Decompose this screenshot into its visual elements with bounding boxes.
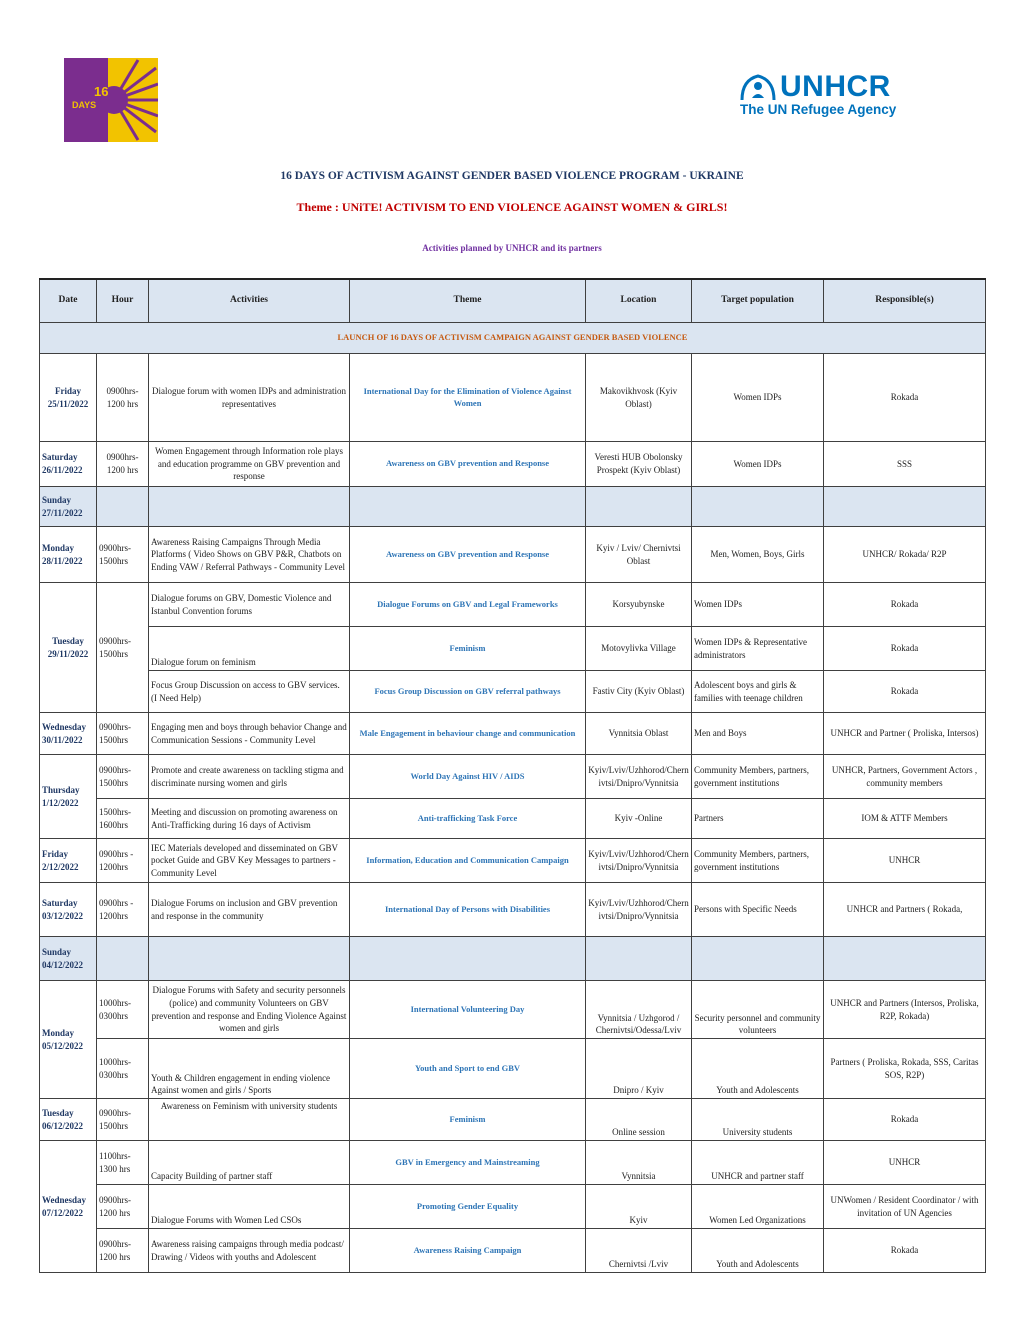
target-cell: University students (692, 1099, 824, 1141)
activity-cell: Awareness Raising Campaigns Through Media Platforms ( Video Shows on GBV P&R, Chatbots on Ending VAW / Referral Pathways - Community Level (149, 527, 350, 583)
col-responsible: Responsible(s) (824, 279, 986, 323)
responsible-cell: UNHCR, Partners, Government Actors , community members (824, 755, 986, 799)
date-cell: Tuesday 06/12/2022 (40, 1099, 97, 1141)
theme-cell: Focus Group Discussion on GBV referral pathways (350, 671, 586, 713)
theme-cell: Awareness Raising Campaign (350, 1229, 586, 1273)
location-cell: Vynnitsia (586, 1141, 692, 1185)
location-cell: Vynnitsia Oblast (586, 713, 692, 755)
theme-cell: Male Engagement in behaviour change and communication (350, 713, 586, 755)
table-row (40, 1141, 986, 1185)
responsible-cell: IOM & ATTF Members (824, 799, 986, 839)
responsible-cell: Rokada (824, 1099, 986, 1141)
target-cell: Men, Women, Boys, Girls (692, 527, 824, 583)
responsible-cell: UNHCR (824, 1141, 986, 1185)
hour-cell: 0900hrs-1500hrs (97, 1099, 149, 1141)
target-cell: Women Led Organizations (692, 1185, 824, 1229)
activity-cell: Youth & Children engagement in ending violence Against women and girls / Sports (149, 1039, 350, 1099)
logo-number: 16 (94, 84, 109, 99)
location-cell: Fastiv City (Kyiv Oblast) (586, 671, 692, 713)
activity-cell: IEC Materials developed and disseminated on GBV pocket Guide and GBV Key Messages to partners -Community Level (149, 839, 350, 883)
table-row (40, 1039, 986, 1099)
col-target: Target population (692, 279, 824, 323)
location-cell: Veresti HUB Obolonsky Prospekt (Kyiv Oblast) (586, 442, 692, 487)
hour-cell: 0900hrs - 1200hrs (97, 883, 149, 937)
date-cell: Friday 2/12/2022 (40, 839, 97, 883)
theme-cell: International Volunteering Day (350, 981, 586, 1039)
responsible-cell: Partners ( Proliska, Rokada, SSS, Caritas SOS, R2P) (824, 1039, 986, 1099)
target-cell: Men and Boys (692, 713, 824, 755)
theme-cell: Awareness on GBV prevention and Response (350, 527, 586, 583)
responsible-cell: SSS (824, 442, 986, 487)
target-cell: Women IDPs & Representative administrators (692, 627, 824, 671)
hour-cell: 0900hrs-1200 hrs (97, 442, 149, 487)
location-cell: Kyiv -Online (586, 799, 692, 839)
location-cell: Chernivtsi /Lviv (586, 1229, 692, 1273)
date-cell: Saturday 26/11/2022 (40, 442, 97, 487)
date-cell: Friday 25/11/2022 (40, 354, 97, 442)
theme-cell: International Day for the Elimination of Violence Against Women (350, 354, 586, 442)
hour-cell: 0900hrs-1500hrs (97, 713, 149, 755)
col-location: Location (586, 279, 692, 323)
activity-cell: Dialogue forums on GBV, Domestic Violence and Istanbul Convention forums (149, 583, 350, 627)
target-cell: Youth and Adolescents (692, 1229, 824, 1273)
theme-cell: Promoting Gender Equality (350, 1185, 586, 1229)
activity-cell: Dialogue Forums with Safety and security personnels (police) and community Volunteers on GBV prevention and response and Ending Violence Against women and girls (149, 981, 350, 1039)
target-cell: Youth and Adolescents (692, 1039, 824, 1099)
page-title: 16 DAYS OF ACTIVISM AGAINST GENDER BASED VIOLENCE PROGRAM - UKRAINE (280, 170, 744, 182)
activity-cell: Focus Group Discussion on access to GBV services. (I Need Help) (149, 671, 350, 713)
date-cell: Tuesday 29/11/2022 (40, 583, 97, 713)
theme-cell: Feminism (350, 627, 586, 671)
target-cell: Security personnel and community volunteers (692, 981, 824, 1039)
activity-cell: Dialogue Forums on inclusion and GBV prevention and response in the community (149, 883, 350, 937)
launch-banner: LAUNCH OF 16 DAYS OF ACTIVISM CAMPAIGN AGAINST GENDER BASED VIOLENCE (40, 323, 986, 354)
location-cell: Motovylivka Village (586, 627, 692, 671)
table-row (40, 937, 986, 981)
schedule-table (39, 278, 986, 1273)
location-cell: Kyiv (586, 1185, 692, 1229)
responsible-cell: UNHCR/ Rokada/ R2P (824, 527, 986, 583)
target-cell: Persons with Specific Needs (692, 883, 824, 937)
responsible-cell: Rokada (824, 354, 986, 442)
target-cell: Women IDPs (692, 583, 824, 627)
activity-cell: Promote and create awareness on tackling stigma and discriminate nursing women and girls (149, 755, 350, 799)
location-cell: Kyiv/Lviv/Uzhhorod/Chernivtsi/Dnipro/Vynnitsia (586, 755, 692, 799)
hour-cell: 0900hrs-1200 hrs (97, 1185, 149, 1229)
table-row (40, 981, 986, 1039)
hour-cell: 0900hrs-1200 hrs (97, 354, 149, 442)
table-row (40, 671, 986, 713)
target-cell: Community Members, partners, government institutions (692, 755, 824, 799)
unhcr-tagline: The UN Refugee Agency (740, 102, 897, 117)
location-cell: Makovikhvosk (Kyiv Oblast) (586, 354, 692, 442)
hour-cell: 0900hrs-1500hrs (97, 583, 149, 713)
activity-cell: Awareness on Feminism with university students (149, 1099, 350, 1141)
date-cell: Thursday 1/12/2022 (40, 755, 97, 839)
table-row (40, 354, 986, 442)
date-cell: Monday 28/11/2022 (40, 527, 97, 583)
table-row (40, 839, 986, 883)
unhcr-emblem-icon (738, 72, 778, 104)
hour-cell: 0900hrs-1500hrs (97, 755, 149, 799)
location-cell: Korsyubynske (586, 583, 692, 627)
location-cell: Vynnitsia / Uzhgorod / Chernivtsi/Odessa/Lviv (586, 981, 692, 1039)
target-cell: Community Members, partners, government institutions (692, 839, 824, 883)
logo-text: DAYS (72, 100, 97, 110)
responsible-cell: UNHCR and Partner ( Proliska, Intersos) (824, 713, 986, 755)
theme-cell: Awareness on GBV prevention and Response (350, 442, 586, 487)
16-days-logo (64, 58, 158, 142)
target-cell: Adolescent boys and girls & families with teenage children (692, 671, 824, 713)
unhcr-wordmark: UNHCR (780, 70, 891, 103)
theme-cell: International Day of Persons with Disabilities (350, 883, 586, 937)
target-cell: Women IDPs (692, 442, 824, 487)
location-cell: Kyiv/Lviv/Uzhhorod/Chernivtsi/Dnipro/Vynnitsia (586, 883, 692, 937)
table-row (40, 583, 986, 627)
hour-cell: 1000hrs-0300hrs (97, 1039, 149, 1099)
hour-cell: 1500hrs-1600hrs (97, 799, 149, 839)
target-cell: Partners (692, 799, 824, 839)
hour-cell: 0900hrs-1200 hrs (97, 1229, 149, 1273)
hour-cell: 0900hrs - 1200hrs (97, 839, 149, 883)
date-cell: Monday 05/12/2022 (40, 981, 97, 1099)
hour-cell: 1100hrs-1300 hrs (97, 1141, 149, 1185)
table-row (40, 527, 986, 583)
date-cell: Sunday 27/11/2022 (40, 487, 97, 527)
hour-cell: 0900hrs-1500hrs (97, 527, 149, 583)
table-row (40, 1185, 986, 1229)
location-cell: Kyiv / Lviv/ Chernivtsi Oblast (586, 527, 692, 583)
table-row (40, 755, 986, 799)
responsible-cell: UNWomen / Resident Coordinator / with invitation of UN Agencies (824, 1185, 986, 1229)
responsible-cell: UNHCR and Partners ( Rokada, (824, 883, 986, 937)
target-cell: Women IDPs (692, 354, 824, 442)
col-theme: Theme (350, 279, 586, 323)
location-cell: Kyiv/Lviv/Uzhhorod/Chernivtsi/Dnipro/Vynnitsia (586, 839, 692, 883)
date-cell: Sunday 04/12/2022 (40, 937, 97, 981)
table-row (40, 487, 986, 527)
col-hour: Hour (97, 279, 149, 323)
responsible-cell: UNHCR (824, 839, 986, 883)
col-activities: Activities (149, 279, 350, 323)
date-cell: Wednesday 07/12/2022 (40, 1141, 97, 1273)
table-row (40, 1099, 986, 1141)
theme-cell: Anti-trafficking Task Force (350, 799, 586, 839)
theme-cell: Youth and Sport to end GBV (350, 1039, 586, 1099)
activity-cell: Engaging men and boys through behavior Change and Communication Sessions - Community Level (149, 713, 350, 755)
theme-cell: GBV in Emergency and Mainstreaming (350, 1141, 586, 1185)
activity-cell: Meeting and discussion on promoting awareness on Anti-Trafficking during 16 days of Activism (149, 799, 350, 839)
launch-row (40, 323, 986, 354)
target-cell: UNHCR and partner staff (692, 1141, 824, 1185)
responsible-cell: Rokada (824, 1229, 986, 1273)
page-subtitle: Activities planned by UNHCR and its partners (422, 243, 602, 253)
location-cell: Dnipro / Kyiv (586, 1039, 692, 1099)
activity-cell: Dialogue forum on feminism (149, 627, 350, 671)
theme-cell: Dialogue Forums on GBV and Legal Frameworks (350, 583, 586, 627)
table-row (40, 799, 986, 839)
table-row (40, 883, 986, 937)
unhcr-logo (736, 72, 926, 122)
activity-cell: Dialogue Forums with Women Led CSOs (149, 1185, 350, 1229)
theme-cell: Information, Education and Communication Campaign (350, 839, 586, 883)
date-cell: Wednesday 30/11/2022 (40, 713, 97, 755)
activity-cell: Capacity Building of partner staff (149, 1141, 350, 1185)
responsible-cell: Rokada (824, 583, 986, 627)
hour-cell: 1000hrs-0300hrs (97, 981, 149, 1039)
page-theme: Theme : UNiTE! ACTIVISM TO END VIOLENCE AGAINST WOMEN & GIRLS! (296, 200, 728, 214)
date-cell: Saturday 03/12/2022 (40, 883, 97, 937)
location-cell: Online session (586, 1099, 692, 1141)
theme-cell: World Day Against HIV / AIDS (350, 755, 586, 799)
theme-cell: Feminism (350, 1099, 586, 1141)
responsible-cell: Rokada (824, 627, 986, 671)
table-row (40, 1229, 986, 1273)
table-row (40, 713, 986, 755)
activity-cell: Awareness raising campaigns through media podcast/ Drawing / Videos with youths and Adolescent (149, 1229, 350, 1273)
responsible-cell: Rokada (824, 671, 986, 713)
header-row (40, 279, 986, 323)
activity-cell: Women Engagement through Information role plays and education programme on GBV prevention and response (149, 442, 350, 487)
table-row (40, 627, 986, 671)
col-date: Date (40, 279, 97, 323)
responsible-cell: UNHCR and Partners (Intersos, Proliska, R2P, Rokada) (824, 981, 986, 1039)
activity-cell: Dialogue forum with women IDPs and administration representatives (149, 354, 350, 442)
table-row (40, 442, 986, 487)
